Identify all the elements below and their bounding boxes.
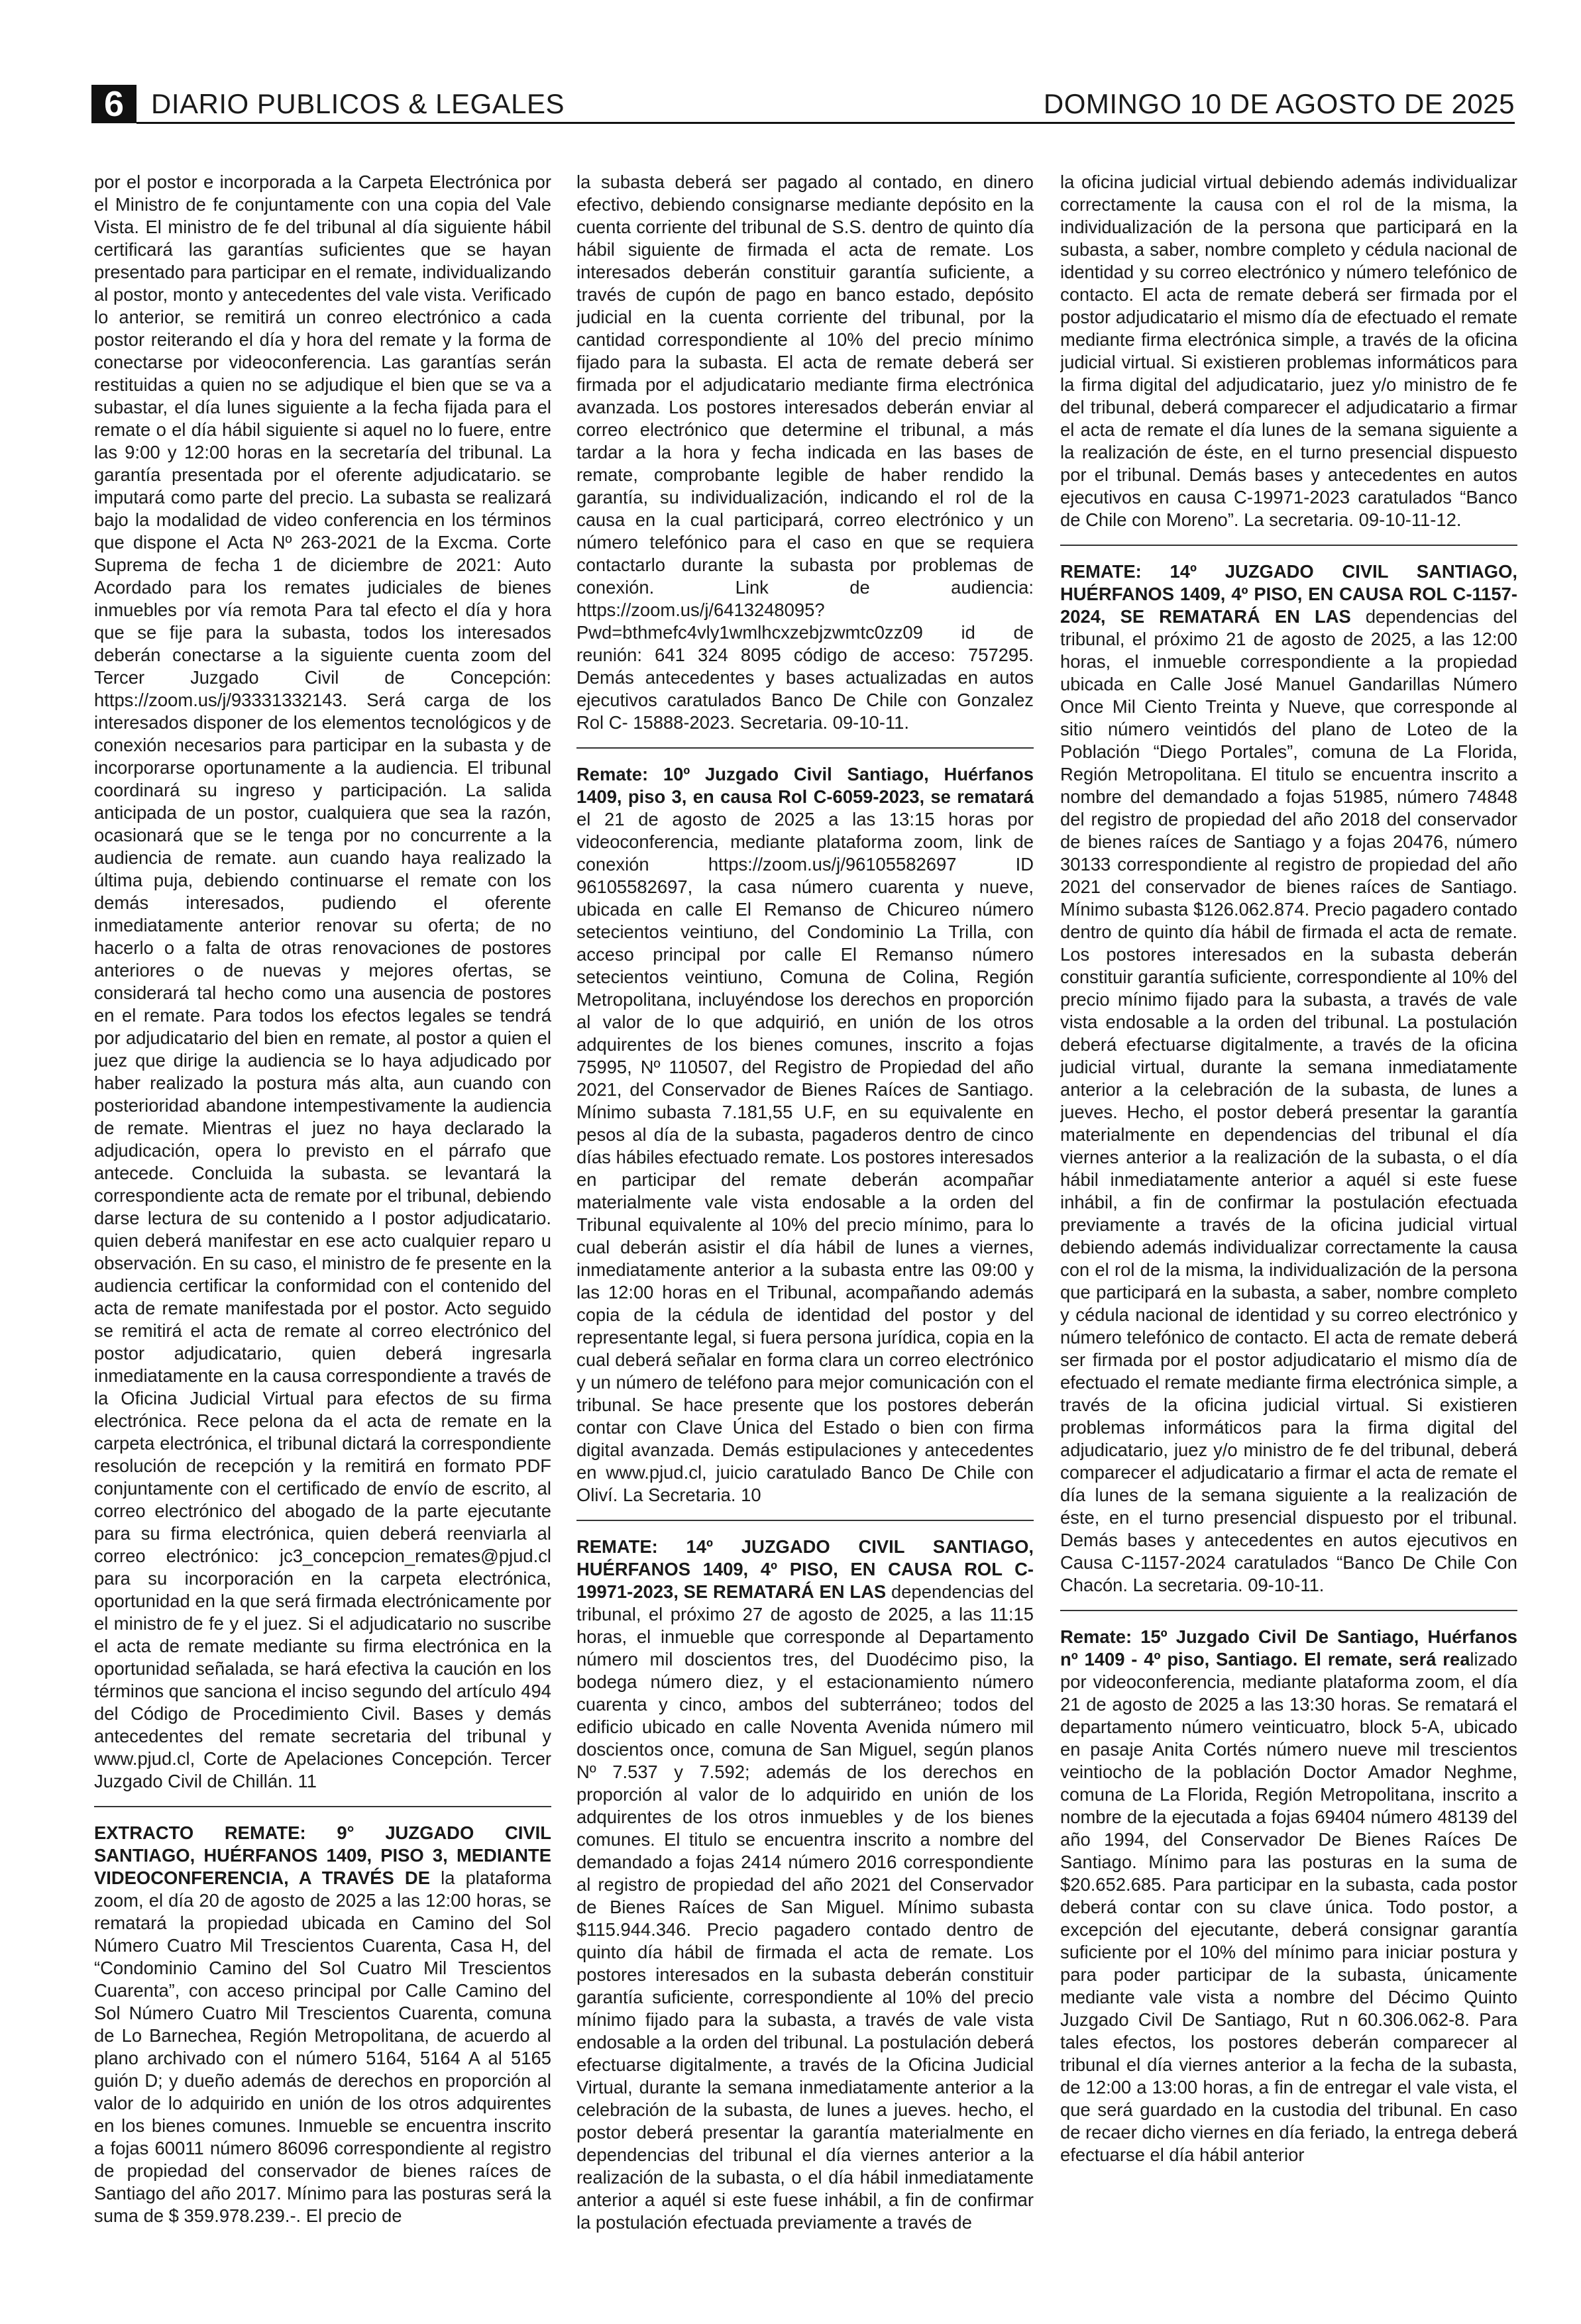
notice-divider bbox=[1060, 1610, 1517, 1611]
notice-divider bbox=[576, 747, 1034, 749]
page-number: 6 bbox=[91, 85, 136, 123]
notice-heading: REMATE: 14º JUZGADO CIVIL SANTIAGO, HUÉRFANOS 1409, 4º PISO, EN CAUSA ROL C-19971-2023, SE REMATARÁ EN LAS bbox=[576, 1536, 1034, 1602]
notice-divider bbox=[94, 1806, 551, 1807]
notice-text: dependencias del tribunal, el próximo 27 de agosto de 2025, a las 11:15 horas, el inmueble que corresponde al Departamento númerо mil doscientos tres, del Duodécimo piso, la bodega número diez, y el estacionamiento número cuarenta y cinco, ambos del subterráneo; todos del edificio ubicado en calle Noventa Avenida número mil doscientos once, comuna de San Miguel, según planos Nº 7.537 y 7.592; además de los derechos en proporción al valor de lo adquirido en unión de los adquirentes de los otros inmuebles y de los bienes comunes. El titulo se encuentra inscrito a nombre del demandado a fojas 2414 número 2016 correspondiente al registro de propiedad del año 2021 del Conservador de Bienes Raíces de San Miguel. Mínimo subasta $115.944.346. Precio pagadero contado dentro de quinto día hábil de firmada el acta de remate. Los postores interesados en la subasta deberán constituir garantía suficiente, correspondiente al 10% del precio mínimo fijado para la subasta, a través de vale vista endosable a la orden del tribunal. La postulación deberá efectuarse digitalmente, a través de la Oficina Judicial Virtual, durante la semana inmediatamente anterior a la celebración de la subasta, de lunes a jueves. hecho, el postor deberá presentar la garantía materialmente en dependencias del tribunal el día viernes anterior a la realización de la subasta, o el día hábil inmediatamente anterior a aquél si este fuese inhábil, a fin de confirmar la postulación efectuada previamente a través de bbox=[576, 1581, 1034, 2233]
page-header bbox=[91, 85, 1515, 123]
notice-text: la oficina judicial virtual debiendo además individualizar correctamente la causa con el rol de la misma, la individualización de la persona que participará en la subasta, a saber, nombre completo y cédula nacional de identidad y su correo electrónico y número telefónico de contacto. El acta de remate deberá ser firmada por el postor adjudicatario el mismo día de efectuado el remate mediante firma electrónica simple, a través de la oficina judicial virtual. Si existieren problemas informáticos para la firma digital del adjudicatario, juez y/o ministro de fe del tribunal, deberá comparecer el adjudicatario a firmar el acta de remate el día lunes de la semana siguiente a la realización de éste, en el turno presencial dispuesto por el tribunal. Demás bases y antecedentes en autos ejecutivos en causa C-19971-2023 caratulados “Banco de Chile con Moreno”. La secretaria. 09-10-11-12. bbox=[1060, 172, 1517, 530]
publication-name: DIARIO PUBLICOS & LEGALES bbox=[151, 88, 565, 119]
notice-text: por el postor e incorporada a la Carpeta Electrónica por el Ministro de fe conjuntamente con una copia del Vale Vista. El ministro de fe del tribunal al día siguiente hábil certificará las garantías suficientes que se hayan presentado para participar en el remate, individualizando al postor, monto y antecedentes del vale vista. Verificado lo anterior, se remitirá un conreo electrónico a cada postor reiterando el día y hora del remate y la forma de conectarse por videoconferencia. Las garantías serán restituidas a quien no se adjudique el bien que se va a subastar, el día lunes siguiente a la fecha fijada para el remate o el día hábil siguiente si aquel no lo fuere, entre las 9:00 y 12:00 horas en la secretaría del tribunal. La garantía presentada por el oferente adjudicatario. se imputará como parte del precio. La subasta se realizará bajo la modalidad de video conferencia en los términos que dispone el Acta Nº 263-2021 de la Excma. Corte Suprema de fecha 1 de diciembre de 2021: Auto Acordado para los remates judiciales de bienes inmuebles por vía remota Para tal efecto el día y hora que se fije para la subasta, todos los interesados deberán conectarse a la siguiente cuenta zoom del Tercer Juzgado Civil de Concepción: https://zoom.us/j/93331332143. Será carga de los interesados disponer de los elementos tecnológicos y de conexión necesarios para participar en la subasta y de incorporarse oportunamente a la audiencia. El tribunal coordinará su ingreso y participación. La salida anticipada de un postor, cualquiera que sea la razón, ocasionará que se le tenga por no concurrente a la audiencia de remate. aun cuando haya realizado la última puja, debiendo continuarse el remate con los demás interesados, pudiendo el oferente inmediatamente anterior renovar su oferta; de no hacerlo o a falta de otras renovaciones de postores anteriores o de nuevas y mejores ofertas, se considerará tal hecho como una ausencia de postores en el remate. Para todos los efectos legales se tendrá por adjudicatario del bien en remate, al postor a quien el juez que dirige la audiencia se lo haya adjudicado por haber realizado la postura más alta, aun cuando con posterioridad abandone intempestivamente la audiencia de remate. Mientras el juez no haya declarado la adjudicación, opera lo previsto en el párrafo que antecede. Concluida la subasta. se levantará la correspondiente acta de remate por el tribunal, debiendo darse lectura de su contenido a I postor adjudicatario. quien deberá manifestar en ese acto cualquier reparo u observación. En su caso, el ministro de fe presente en la audiencia certificar la conformidad con el contenido del acta de remate manifestada por el postor. Acto seguido se remitirá el acta de remate al correo electrónico del postor adjudicatario, quien deberá ingresarla inmediatamente en la causa correspondiente a través de la Oficina Judicial Virtual para efectos de su firma electrónica. Rece pelona da el acta de remate en la carpeta electrónica, el tribunal dictará la correspondiente resolución de recepción y la remitirá en formato PDF conjuntamente con el certificado de envío de escrito, al correo electrónico del abogado de la parte ejecutante para su firma electrónica, quien deberá reenviarla al correo electrónico: jc3_concepcion_remates@pjud.cl para su incorporación en la carpeta electrónica, oportunidad en la que será firmada electrónicamente por el ministro de fe y el juez. Si el adjudicatario no suscribe el acta de remate mediante su firma electrónica en la oportunidad señalada, se hará efectiva la caución en los términos que sanciona el inciso segundo del artículo 494 del Código de Procedimiento Civil. Bases y demás antecedentes del remate secretaria del tribunal y www.pjud.cl, Corte de Apelaciones Concepción. Tercer Juzgado Civil de Chillán. 11 bbox=[94, 172, 551, 1791]
notice-remate-14-juzgado-c19971 bbox=[576, 1536, 1034, 2234]
publication-date: DOMINGO 10 DE AGOSTO DE 2025 bbox=[1043, 88, 1515, 119]
notice-divider bbox=[576, 1520, 1034, 1521]
notice-text: la subasta deberá ser pagado al contado, en dinero efectivo, debiendo consignarse mediante depósito en la cuenta corriente del tribunal de S.S. dentro de quinto día hábil siguiente de firmada el acta de remate. Los interesados deberán constituir garantía suficiente, a través de cupón de pago en banco estado, depósito judicial en la cuenta corriente del tribunal, por la cantidad correspondiente al 10% del precio mínimo fijado para la subasta. El acta de remate deberá ser firmada por el adjudicatario mediante firma electrónica avanzada. Los postores interesados deberán enviar al correo electrónico que determine el tribunal, a más tardar a la hora y fecha indicada en las bases de remate, comprobante legible de haber rendido la garantía, su individualización, indicando el rol de la causa en la cual participará, correo electrónico y un número telefónico para el caso en que se requiera contactarlo durante la subasta por problemas de conexión. Link de audiencia: https://zoom.us/j/6413248095?Pwd=bthmefc4vly1wmlhcxzebjzwmtc0zz09 id de reunión: 641 324 8095 código de acceso: 757295. Demás antecedentes y bases actualizadas en autos ejecutivos caratulados Banco De Chile con Gonzalez Rol C- 15888-2023. Secretaria. 09-10-11. bbox=[576, 172, 1034, 733]
column-3 bbox=[1060, 171, 1517, 2284]
header-divider bbox=[136, 122, 1515, 124]
column-2 bbox=[576, 171, 1034, 2284]
notice-continuation bbox=[94, 171, 551, 1793]
notice-heading: EXTRACTO REMATE: 9° JUZGADO CIVIL SANTIAGO, HUÉRFANOS 1409, PISO 3, MEDIANTE VIDEOCONFERENCIA, A TRAVÉS DE bbox=[94, 1822, 551, 1888]
notice-text: el 21 de agosto de 2025 a las 13:15 horas por videoconferencia, mediante plataforma zoom, link de conexión https://zoom.us/j/96105582697 ID 96105582697, la casa número cuarenta y nueve, ubicada en calle El Remanso de Chicureo número setecientos veintiuno, del Condominio La Trilla, con acceso principal por calle El Remanso número setecientos veintiuno, Comuna de Colina, Región Metropolitana, incluyéndose los derechos en proporción al valor de lo que adquirió, en unión de los otros adquirentes de los bienes comunes, inscrito a fojas 75995, Nº 110507, del Registro de Propiedad del año 2021, del Conservador de Bienes Raíces de Santiago. Mínimo subasta 7.181,55 U.F, en su equivalente en pesos al día de la subasta, pagaderos dentro de cinco días hábiles efectuado remate. Los postores interesados en participar del remate deberán acompañar materialmente vale vista endosable a la orden del Tribunal equivalente al 10% del precio mínimo, para lo cual deberán asistir el día hábil de lunes a viernes, inmediatamente anterior a la subasta entre las 09:00 y las 12:00 horas en el Tribunal, acompañando además copia de la cédula de identidad del postor y del representante legal, si fuera persona jurídica, copia en la cual deberá señalar en forma clara un correo electrónico y un número de teléfono para mejor comunicación con el tribunal. Se hace presente que los postores deberán contar con Clave Única del Estado o bien con firma digital avanzada. Demás estipulaciones y antecedentes en www.pjud.cl, juicio caratulado Banco De Chile con Oliví. La Secretaria. 10 bbox=[576, 809, 1034, 1505]
notice-remate-15-juzgado bbox=[1060, 1626, 1517, 2166]
notice-remate-9-juzgado bbox=[94, 1822, 551, 2227]
notice-text: dependencias del tribunal, el próximo 21 de agosto de 2025, a las 12:00 horas, el inmueble correspondiente a la propiedad ubicada en Calle José Manuel Gandarillas Número Once Mil Ciento Treinta y Nueve, que corresponde al sitio número veintidós del plano de Loteo de la Población “Diego Portales”, comuna de La Florida, Región Metropolitana. El titulo se encuentra inscrito a nombre del demandado a fojas 51985, número 74848 del registro de propiedad del año 2018 del conservador de bienes raíces de Santiago y a fojas 20476, número 30133 correspondiente al registro de propiedad del año 2021 del conservador de bienes raíces de Santiago. Mínimo subasta $126.062.874. Precio pagadero contado dentro de quinto día hábil de firmada el acta de remate. Los postores interesados en la subasta deberán constituir garantía suficiente, correspondiente al 10% del precio mínimo fijado para la subasta, a través de vale vista endosable a la orden del tribunal. La postulación deberá efectuarse digitalmente, a través de la oficina judicial virtual, durante la semana inmediatamente anterior a la celebración de la subasta, de lunes a jueves. Hecho, el postor deberá presentar la garantía materialmente en dependencias del tribunal el día viernes anterior a la realización de la subasta, o el día hábil inmediatamente anterior a aquél si este fuese inhábil, a fin de confirmar la postulación efectuada previamente a través de la oficina judicial virtual debiendo además individualizar correctamente la causa con el rol de la misma, la individualización de la persona que participará en la subasta, a saber, nombre completo y cédula nacional de identidad y su correo electrónico y número telefónico de contacto. El acta de remate deberá ser firmada por el postor adjudicatario el mismo día de efectuado el remate mediante firma electrónica simple, a través de la oficina judicial virtual. Si existieren problemas informáticos para la firma digital del adjudicatario, juez y/o ministro de fe del tribunal, deberá comparecer el adjudicatario a firmar el acta de remate el día lunes de la semana siguiente a la realización de éste, en el turno presencial dispuesto por el tribunal. Demás bases y antecedentes en autos ejecutivos en Causa C-1157-2024 caratulados “Banco De Chile Con Chacón. La secretaria. 09-10-11. bbox=[1060, 606, 1517, 1595]
notice-heading: Remate: 15º Juzgado Civil De Santiago, Huérfanos nº 1409 - 4º piso, Santiago. El remate, será rea bbox=[1060, 1626, 1517, 1669]
notice-divider bbox=[1060, 545, 1517, 546]
notice-heading: REMATE: 14º JUZGADO CIVIL SANTIAGO, HUÉRFANOS 1409, 4º PISO, EN CAUSA ROL C-1157-2024, SE REMATARÁ EN LAS bbox=[1060, 561, 1517, 627]
notice-continuation bbox=[576, 171, 1034, 734]
column-1 bbox=[94, 171, 551, 2284]
notice-remate-14-juzgado-c1157 bbox=[1060, 560, 1517, 1597]
notice-remate-10-juzgado bbox=[576, 763, 1034, 1506]
notice-continuation bbox=[1060, 171, 1517, 531]
notice-text: la plataforma zoom, el día 20 de agosto de 2025 a las 12:00 horas, se rematará la propiedad ubicada en Camino del Sol Número Cuatro Mil Trescientos Cuarenta, Casa H, del “Condominio Camino del Sol Cuatro Mil Trescientos Cuarenta”, con acceso principal por Calle Camino del Sol Número Cuatro Mil Trescientos Cuarenta, comuna de Lo Barnechea, Región Metropolitana, de acuerdo al plano archivado con el número 5164, 5164 A al 5165 guión D; y dueño además de derechos en proporción al valor de lo adquirido en unión de los otros adquirentes en los bienes comunes. Inmueble se encuentra inscrito a fojas 60011 número 86096 correspondiente al registro de propiedad del conservador de bienes raíces de Santiago del año 2017. Mínimo para las posturas será la suma de $ 359.978.239.-. El precio de bbox=[94, 1868, 551, 2226]
notice-heading: Remate: 10º Juzgado Civil Santiago, Huérfanos 1409, piso 3, en causa Rol C-6059-2023, se rematará bbox=[576, 764, 1034, 807]
notice-text: lizado por videoconferencia, mediante plataforma zoom, el día 21 de agosto de 2025 a las 13:30 horas. Se rematará el departamento número veinticuatro, block 5-A, ubicado en pasaje Anita Cortés número nueve mil trescientos veintiocho de la población Doctor Amador Neghme, comuna de La Florida, Región Metropolitana, inscrito a nombre de la ejecutada a fojas 69404 número 48139 del año 1994, del Conservador De Bienes Raíces De Santiago. Mínimo para las posturas en la suma de $20.652.685. Para participar en la subasta, cada postor deberá contar con su clave única. Todo postor, a excepción del ejecutante, deberá consignar garantía suficiente por el 10% del mínimo para iniciar postura y para poder participar de la subasta, únicamente mediante vale vista a nombre del Décimo Quinto Juzgado Civil De Santiago, Rut n 60.306.062-8. Para tales efectos, los postores deberán comparecer al tribunal el día viernes anterior a la fecha de la subasta, de 12:00 a 13:00 horas, a fin de entregar el vale vista, el que será guardado en la custodia del tribunal. En caso de recaer dicho viernes en día feriado, la entrega deberá efectuarse el día hábil anterior bbox=[1060, 1649, 1517, 2165]
